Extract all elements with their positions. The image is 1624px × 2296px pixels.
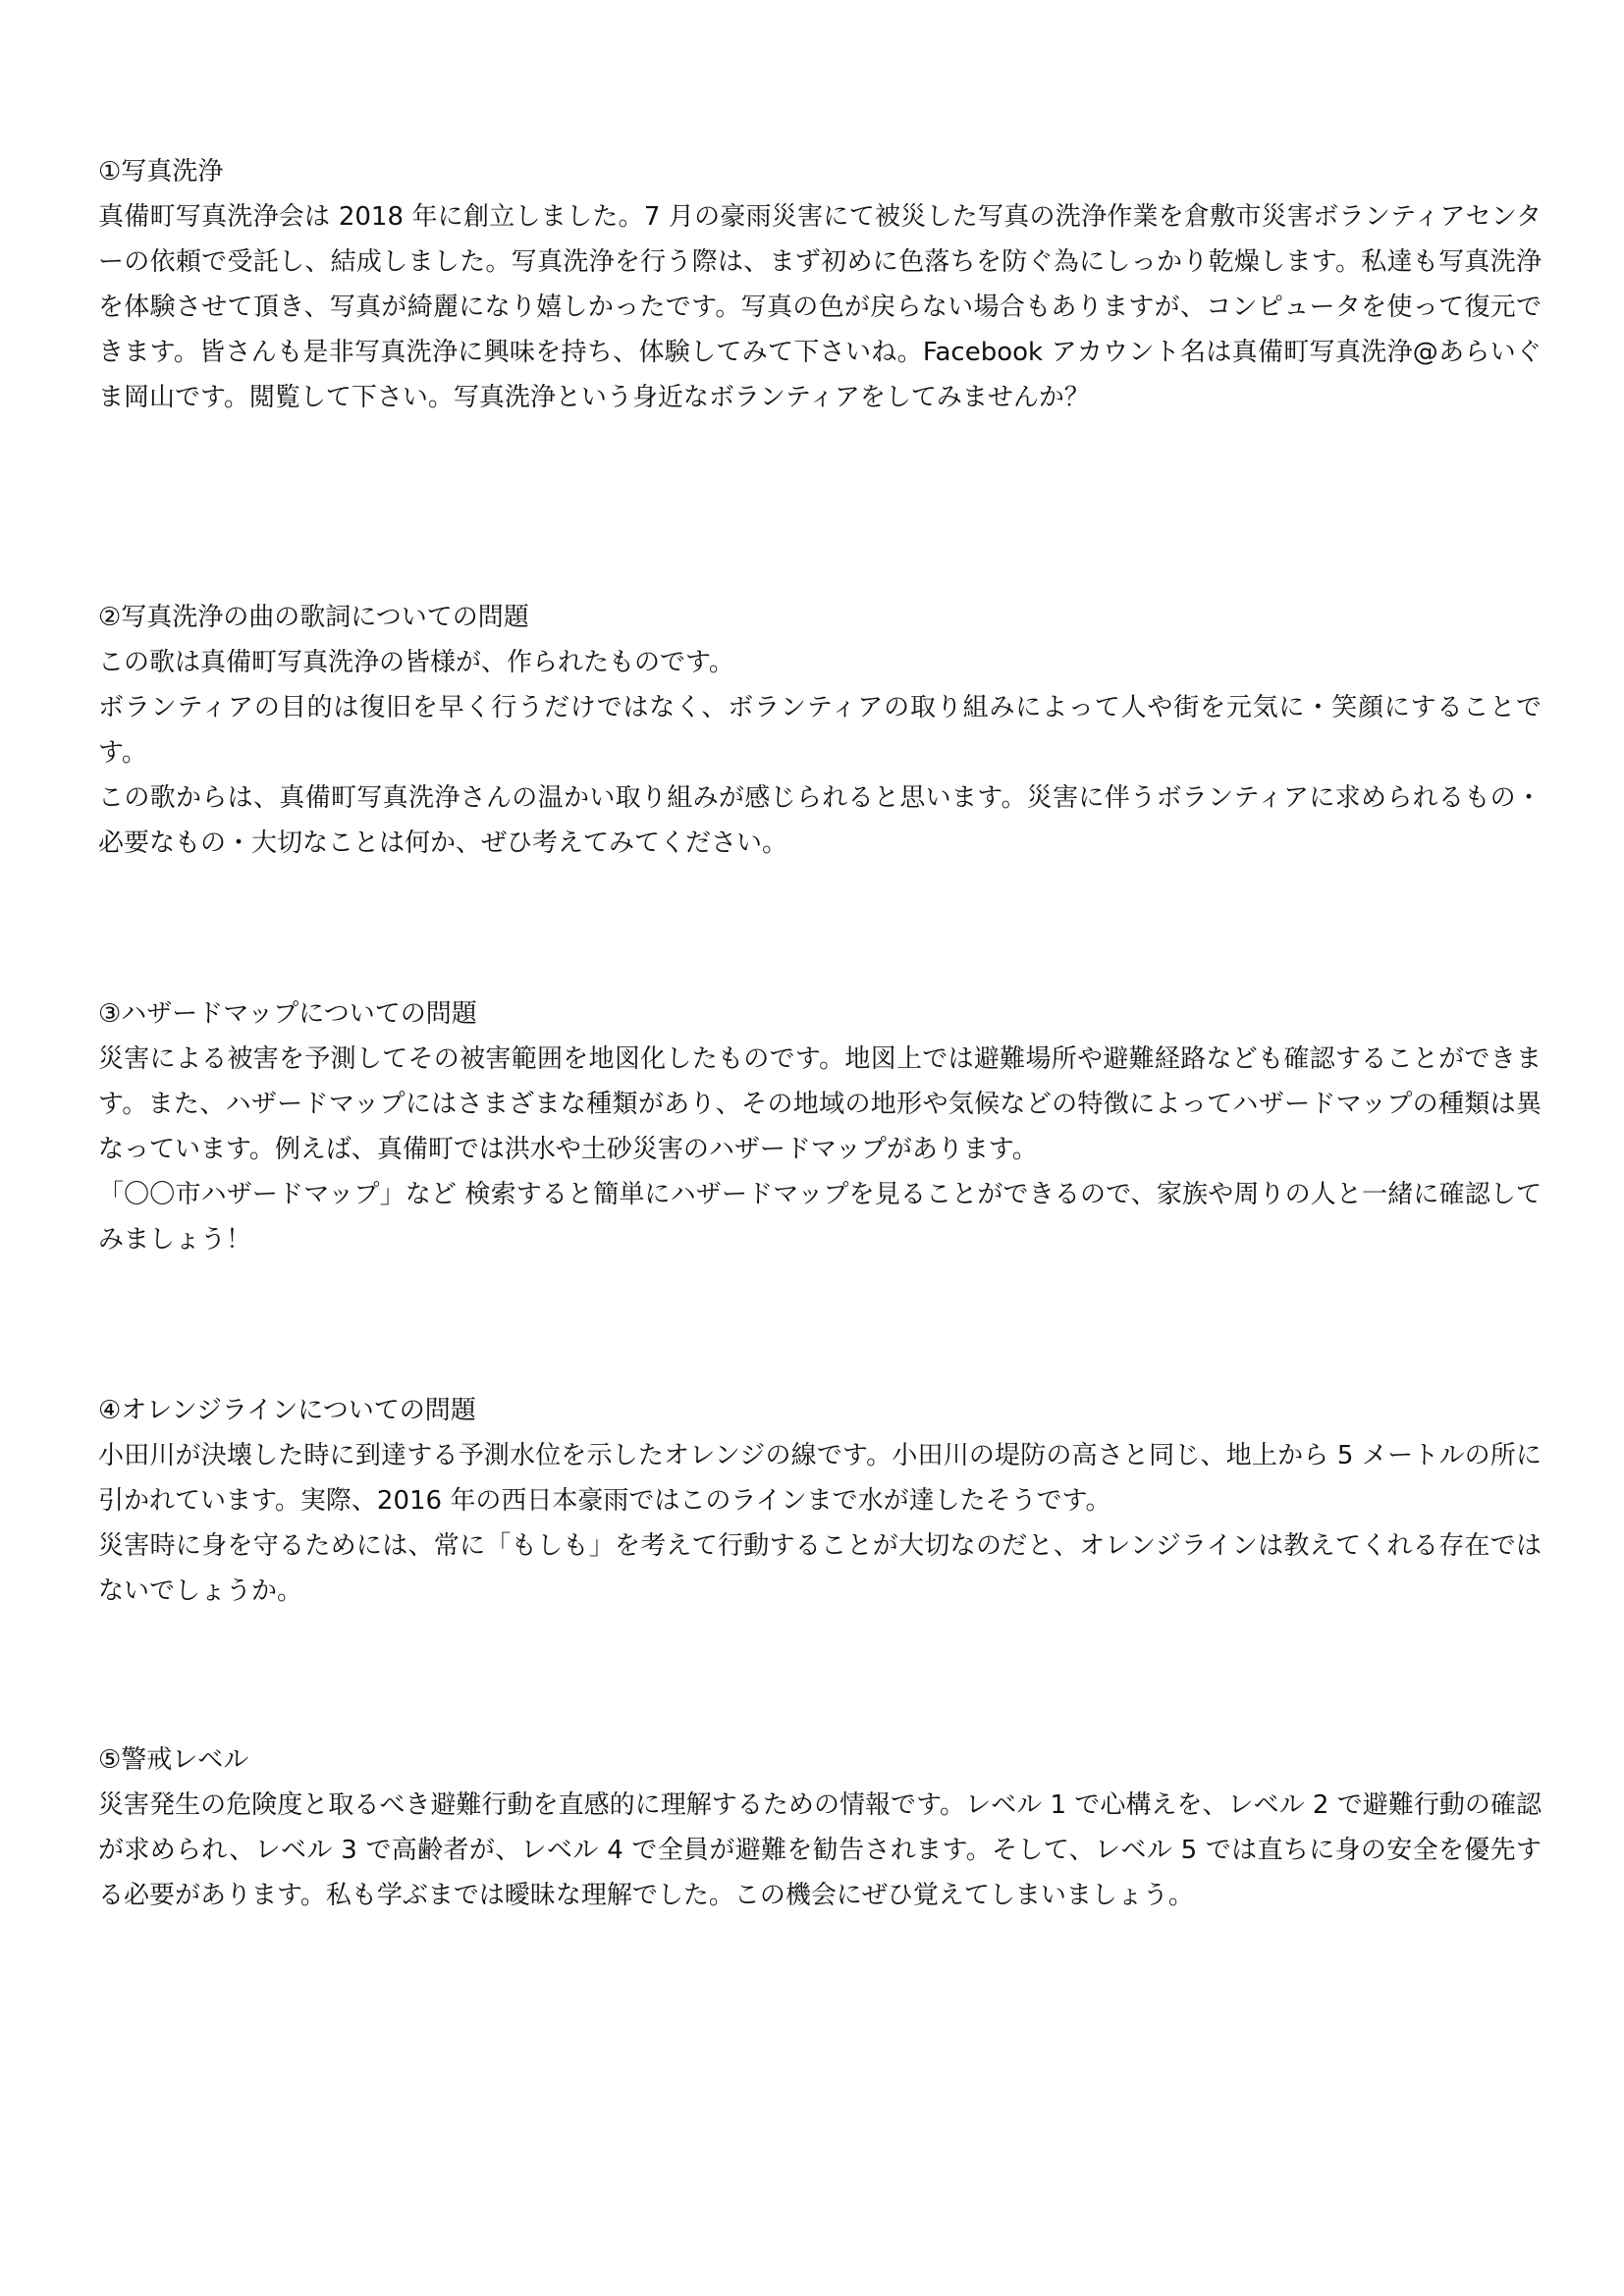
section-heading: ①写真洗浄 (98, 157, 224, 187)
section-hazard-map (98, 991, 1542, 1262)
section-heading: ②写真洗浄の曲の歌詞についての問題 (98, 603, 529, 632)
section-heading: ③ハザードマップについての問題 (98, 999, 477, 1029)
section-paragraph: 災害発生の危険度と取るべき避難行動を直感的に理解するための情報です。レベル 1 で心構えを、レベル 2 で避難行動の確認が求められ、レベル 3 で高齢者が、レベル 4 で全員が避難を勧告されます。そして、レベル 5 では直ちに身の安全を優先する必要があります。私も学ぶまでは曖昧な理解でした。この機会にぜひ覚えてしまいましょう。 (98, 1790, 1542, 1910)
section-alert-level (98, 1737, 1542, 1918)
section-paragraph: この歌は真備町写真洗浄の皆様が、作られたものです。 (98, 648, 734, 677)
section-photo-washing (98, 149, 1542, 420)
section-paragraph: ボランティアの目的は復旧を早く行うだけではなく、ボランティアの取り組みによって人や街を元気に・笑顔にすることです。 (98, 693, 1542, 768)
section-paragraph: 災害時に身を守るためには、常に「もしも」を考えて行動することが大切なのだと、オレンジラインは教えてくれる存在ではないでしょうか。 (98, 1531, 1542, 1606)
section-paragraph: 「〇〇市ハザードマップ」など 検索すると簡単にハザードマップを見ることができるので、家族や周りの人と一緒に確認してみましょう！ (98, 1180, 1542, 1255)
section-paragraph: 真備町写真洗浄会は 2018 年に創立しました。7 月の豪雨災害にて被災した写真の洗浄作業を倉敷市災害ボランティアセンターの依頼で受託し、結成しました。写真洗浄を行う際は、まず初めに色落ちを防ぐ為にしっかり乾燥します。私達も写真洗浄を体験させて頂き、写真が綺麗になり嬉しかったです。写真の色が戻らない場合もありますが、コンピュータを使って復元できます。皆さんも是非写真洗浄に興味を持ち、体験してみて下さいね。Facebook アカウント名は真備町写真洗浄@あらいぐま岡山です。閲覧して下さい。写真洗浄という身近なボランティアをしてみませんか？ (98, 202, 1542, 412)
section-paragraph: 災害による被害を予測してその被害範囲を地図化したものです。地図上では避難場所や避難経路なども確認することができます。また、ハザードマップにはさまざまな種類があり、その地域の地形や気候などの特徴によってハザードマップの種類は異なっています。例えば、真備町では洪水や土砂災害のハザードマップがあります。 (98, 1044, 1542, 1164)
section-orange-line (98, 1388, 1542, 1614)
section-heading: ④オレンジラインについての問題 (98, 1396, 476, 1425)
section-song-lyrics (98, 595, 1542, 866)
section-paragraph: 小田川が決壊した時に到達する予測水位を示したオレンジの線です。小田川の堤防の高さと同じ、地上から 5 メートルの所に引かれています。実際、2016 年の西日本豪雨ではこのラインまで水が達したそうです。 (98, 1441, 1542, 1516)
section-heading: ⑤警戒レベル (98, 1745, 249, 1775)
section-paragraph: この歌からは、真備町写真洗浄さんの温かい取り組みが感じられると思います。災害に伴うボランティアに求められるもの・必要なもの・大切なことは何か、ぜひ考えてみてください。 (98, 783, 1542, 858)
